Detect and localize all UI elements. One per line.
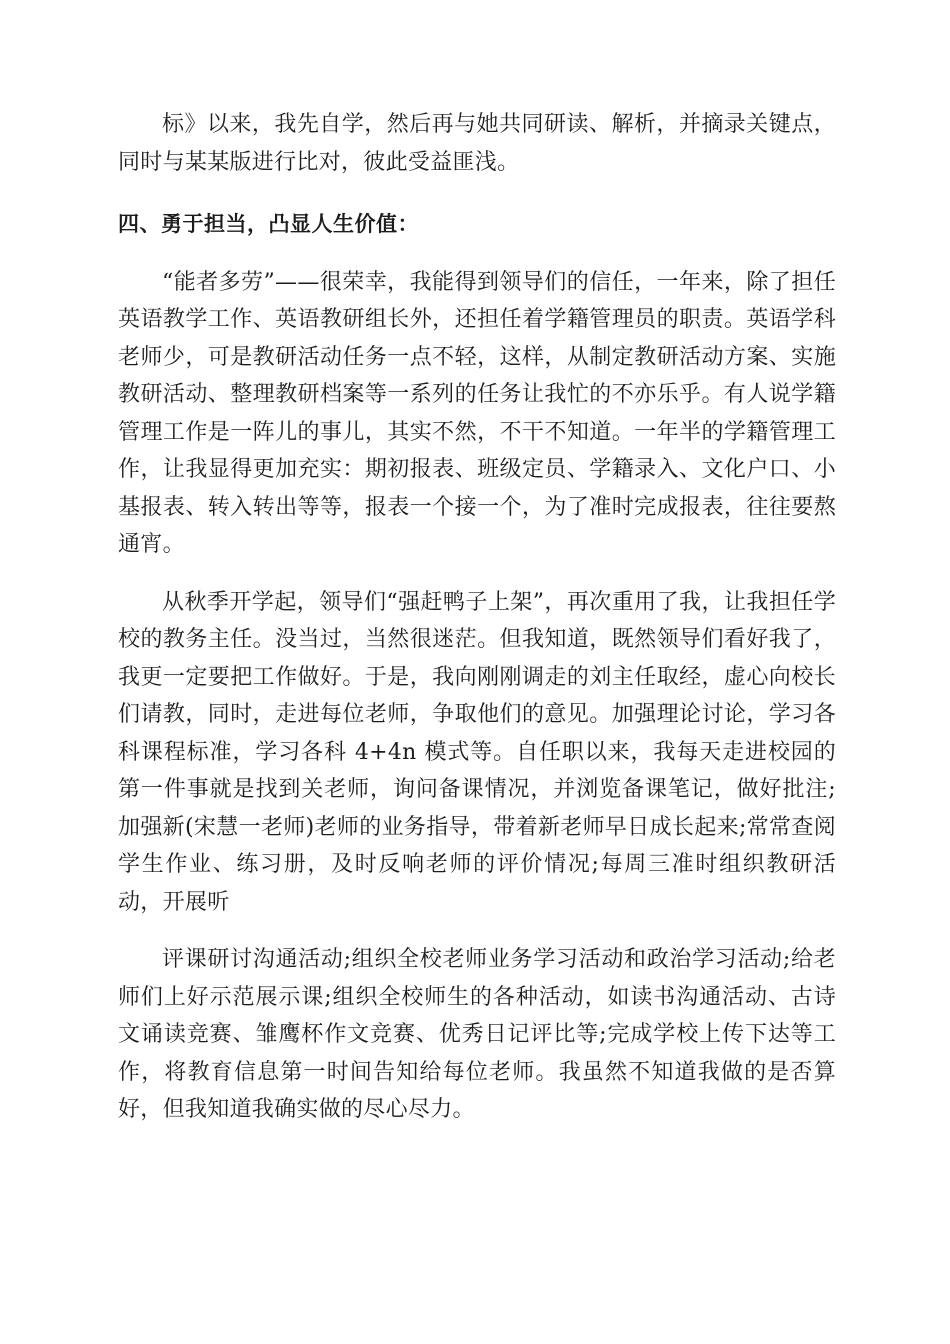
paragraph-2: 从秋季开学起，领导们“强赶鸭子上架”，再次重用了我，让我担任学校的教务主任。没当过，当然很迷茫。但我知道，既然领导们看好我了，我更一定要把工作做好。于是，我向刚刚调走的刘主任取经，虚心向校长们请教，同时，走进每位老师，争取他们的意见。加强理论讨论，学习各科课程标准，学习各科 4+4n 模式等。自任职以来，我每天走进校园的第一件事就是找到关老师，询问备课情况，并浏览备课笔记，做好批注;加强新(宋慧一老师)老师的业务指导，带着新老师早日成长起来;常常查阅学生作业、练习册，及时反响老师的评价情况;每周三准时组织教研活动，开展听 [118,589,836,915]
paragraph-continuation: 标》以来，我先自学，然后再与她共同研读、解析，并摘录关键点，同时与某某版进行比对，彼此受益匪浅。 [118,112,836,175]
paragraph-1: “能者多劳”——很荣幸，我能得到领导们的信任，一年来，除了担任英语教学工作、英语教研组长外，还担任着学籍管理员的职责。英语学科老师少，可是教研活动任务一点不轻，这样，从制定教研活动方案、实施教研活动、整理教研档案等一系列的任务让我忙的不亦乐乎。有人说学籍管理工作是一阵儿的事儿，其实不然，不干不知道。一年半的学籍管理工作，让我显得更加充实：期初报表、班级定员、学籍录入、文化户口、小基报表、转入转出等等，报表一个接一个，为了准时完成报表，往往要熬通宵。 [118,269,836,557]
paragraph-3: 评课研讨沟通活动;组织全校老师业务学习活动和政治学习活动;给老师们上好示范展示课;组织全校师生的各种活动，如读书沟通活动、古诗文诵读竞赛、雏鹰杯作文竞赛、优秀日记评比等;完成学校上传下达等工作，将教育信息第一时间告知给每位老师。我虽然不知道我做的是否算好，但我知道我确实做的尽心尽力。 [118,947,836,1122]
section-heading: 四、勇于担当，凸显人生价值： [118,212,419,236]
document-body [118,106,836,1149]
